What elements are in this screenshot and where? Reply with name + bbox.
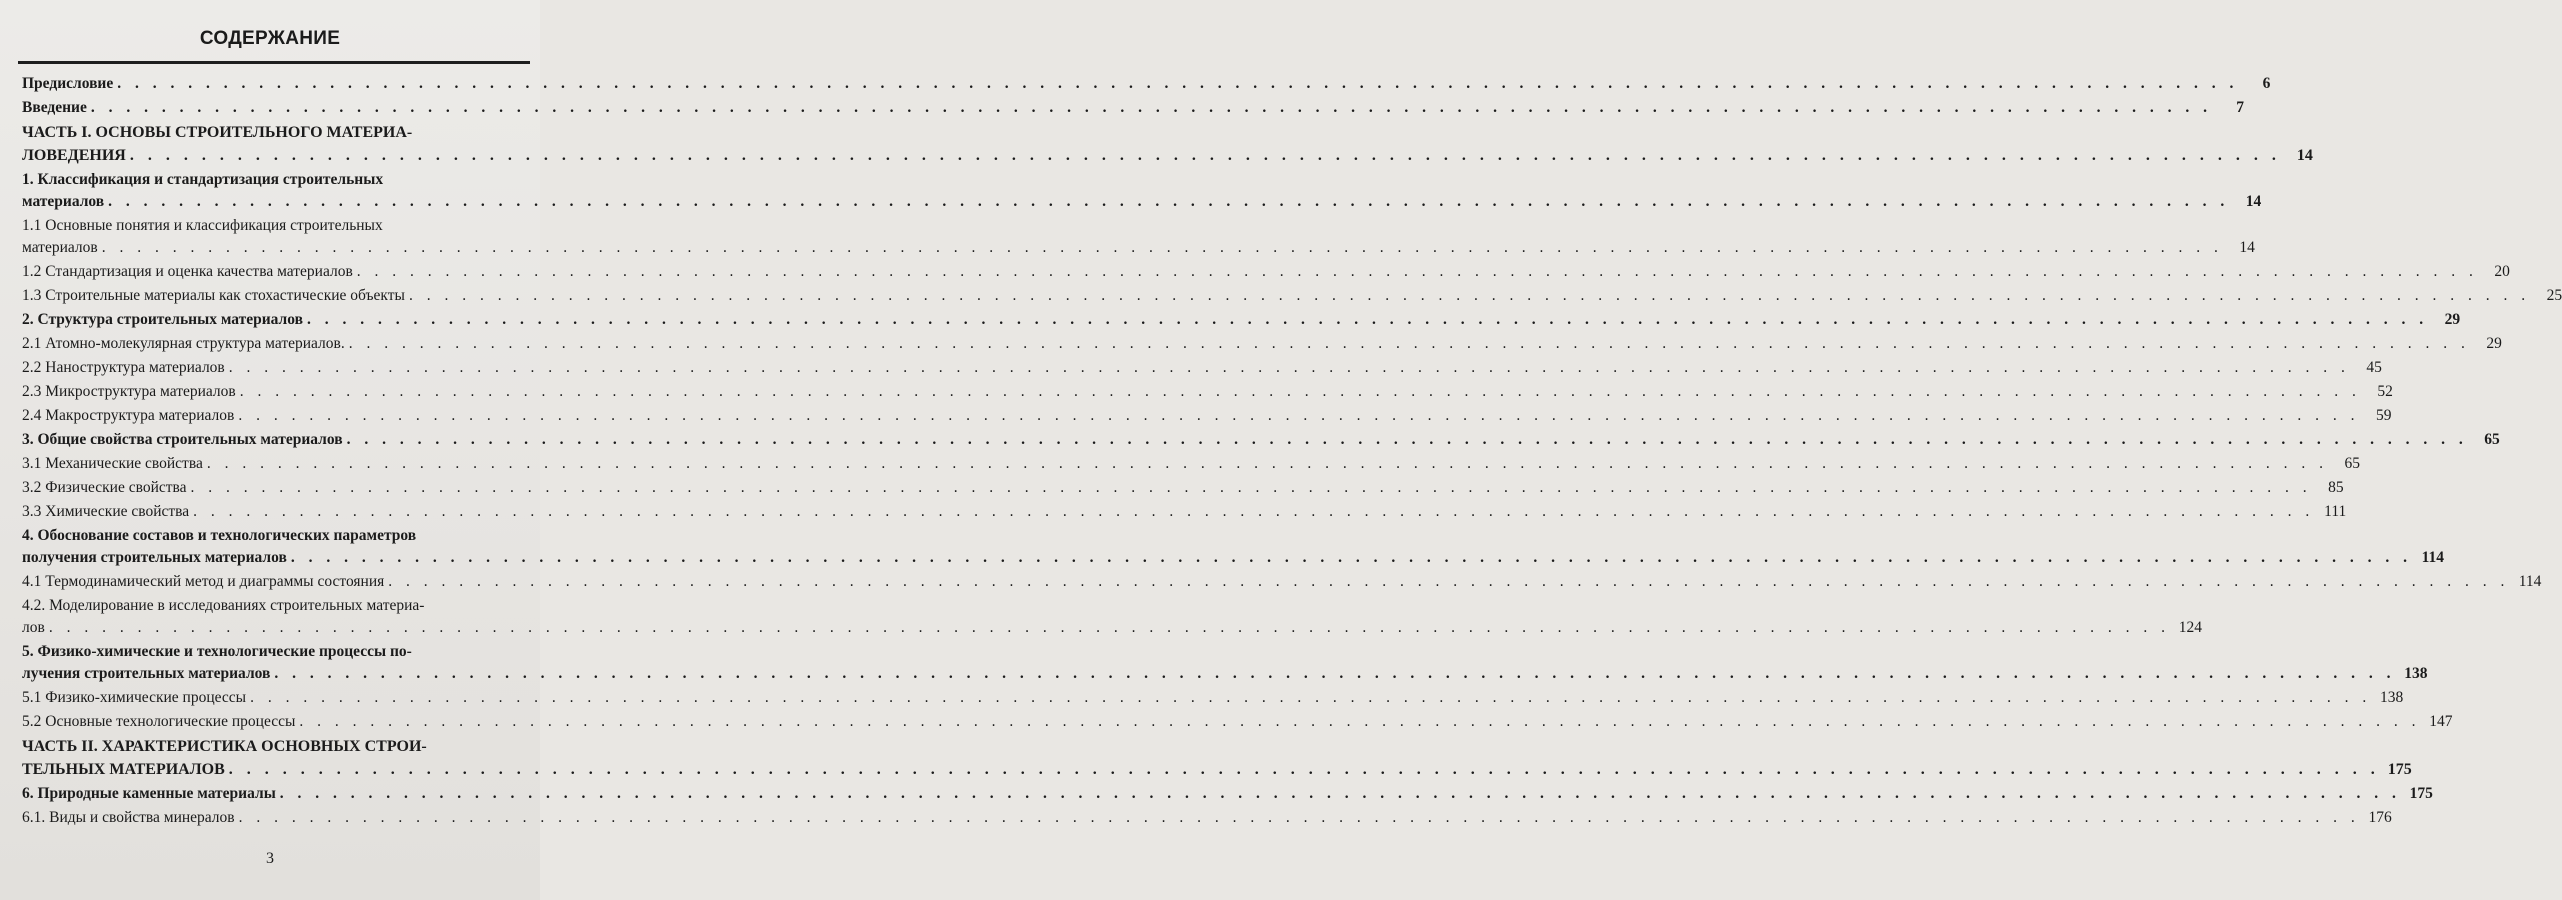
toc-entry [22,453,2360,475]
toc-page-number: 45 [2366,359,2382,376]
toc-entry-title: лучения строительных материалов [22,665,271,682]
page-footer [0,850,540,868]
toc-entry-title: Введение [22,99,87,116]
toc-entry-title-line: ЧАСТЬ I. ОСНОВЫ СТРОИТЕЛЬНОГО МАТЕРИА- [22,124,413,141]
toc-page-number: 176 [2368,809,2392,826]
toc-entry [22,783,2433,805]
toc-entry [22,121,2313,167]
toc-page-number: 14 [2296,147,2313,164]
toc-page-number: 65 [2344,455,2360,472]
toc-entry [22,285,2562,307]
toc-page-number: 85 [2328,479,2344,496]
toc-page-number: 6 [2262,75,2271,92]
toc-entry [22,169,2262,213]
toc-entry [22,595,2202,639]
toc-entry [22,501,2347,523]
page-header [0,28,540,50]
toc-page-number: 7 [2236,99,2244,116]
toc-entry-title: 1.3 Строительные материалы как стохастические объекты [22,287,405,304]
toc-page-number: 138 [2379,689,2404,706]
toc-entry [22,687,2404,709]
toc-page-number: 14 [2245,193,2262,210]
toc-page-number: 29 [2444,311,2461,328]
toc-entry-title: 2.4 Макроструктура материалов [22,407,235,424]
dot-leader: . . . . . . . . . . . . . . . . . . . . . . . . . . . . . . . . . . . . . . . . . . . . . . . . . . . . . . . . . . . . . . . . . . . . . . . . . . . . . . . . . . . . . . . . . . . . . . . . . . . . . . . . . . . . . . . . . . . . . . . . [250,689,2372,706]
toc-entry-title: ТЕЛЬНЫХ МАТЕРИАЛОВ [22,761,225,778]
dot-leader: . . . . . . . . . . . . . . . . . . . . . . . . . . . . . . . . . . . . . . . . . . . . . . . . . . . . . . . . . . . . . . . . . . . . . . . . . . . . . . . . . . . . . . . . . . . . . . . . . . . . . . . . . . . . . . . . . . . . . . . . [346,431,2468,448]
toc-entry-title: материалов [22,239,98,256]
toc-entry-title-line: ЧАСТЬ II. ХАРАКТЕРИСТИКА ОСНОВНЫХ СТРОИ- [22,738,427,755]
dot-leader: . . . . . . . . . . . . . . . . . . . . . . . . . . . . . . . . . . . . . . . . . . . . . . . . . . . . . . . . . . . . . . . . . . . . . . . . . . . . . . . . . . . . . . . . . . . . . . . . . . . . . . . . . . . . . . . . . . . . . . . . [274,665,2396,682]
dot-leader: . . . . . . . . . . . . . . . . . . . . . . . . . . . . . . . . . . . . . . . . . . . . . . . . . . . . . . . . . . . . . . . . . . . . . . . . . . . . . . . . . . . . . . . . . . . . . . . . . . . . . . . . . . . . . . . . . . . . . . . . [238,809,2360,826]
toc-entry [22,405,2392,427]
toc-entry [22,73,2271,95]
toc-entry-title: 5.2 Основные технологические процессы [22,713,296,730]
toc-entry-title: 3.2 Физические свойства [22,479,187,496]
toc-page-number: 124 [2178,619,2202,636]
dot-leader: . . . . . . . . . . . . . . . . . . . . . . . . . . . . . . . . . . . . . . . . . . . . . . . . . . . . . . . . . . . . . . . . . . . . . . . . . . . . . . . . . . . . . . . . . . . . . . . . . . . . . . . . . . . . . . . . . . . . . . . . [90,99,2212,116]
toc-page-number: 114 [2421,549,2444,566]
dot-leader: . . . . . . . . . . . . . . . . . . . . . . . . . . . . . . . . . . . . . . . . . . . . . . . . . . . . . . . . . . . . . . . . . . . . . . . . . . . . . . . . . . . . . . . . . . . . . . . . . . . . . . . . . . . . . . . . . . . . . . . . [238,407,2360,424]
toc-entry-title: 1.2 Стандартизация и оценка качества материалов [22,263,353,280]
dot-leader: . . . . . . . . . . . . . . . . . . . . . . . . . . . . . . . . . . . . . . . . . . . . . . . . . . . . . . . . . . . . . . . . . . . . . . . . . . . . . . . . . . . . . . . . . . . . . . . . . . . . . . . . . . . . . . . . . . . . . . . . [190,479,2312,496]
toc-entry-title: 2.2 Наноструктура материалов [22,359,225,376]
toc-page-number: 65 [2484,431,2500,448]
toc-entry-title-line: 4.2. Моделирование в исследованиях строительных материа- [22,597,425,614]
toc-entry-title: 5.1 Физико-химические процессы [22,689,247,706]
toc-entry-title: 4.1 Термодинамический метод и диаграммы состояния [22,573,385,590]
toc-entry [22,477,2344,499]
page-title: СОДЕРЖАНИЕ [199,28,341,49]
dot-leader: . . . . . . . . . . . . . . . . . . . . . . . . . . . . . . . . . . . . . . . . . . . . . . . . . . . . . . . . . . . . . . . . . . . . . . . . . . . . . . . . . . . . . . . . . . . . . . . . . . . . . . . . . . . . . . . . . . . . . . . . [279,785,2401,802]
toc-page-number: 175 [2409,785,2433,802]
toc-entry-title: 3.1 Механические свойства [22,455,203,472]
dot-leader: . . . . . . . . . . . . . . . . . . . . . . . . . . . . . . . . . . . . . . . . . . . . . . . . . . . . . . . . . . . . . . . . . . . . . . . . . . . . . . . . . . . . . . . . . . . . . . . . . . . . . . . . . . . . . . . . . . . . . . . . [228,761,2380,778]
toc-page-number: 175 [2387,761,2412,778]
toc-entry-title-line: 4. Обоснование составов и технологических параметров [22,527,417,544]
toc-entry [22,525,2444,569]
toc-page-number: 114 [2518,573,2542,590]
toc-page-number: 52 [2377,383,2393,400]
toc-entry-title: 3.3 Химические свойства [22,503,190,520]
dot-leader: . . . . . . . . . . . . . . . . . . . . . . . . . . . . . . . . . . . . . . . . . . . . . . . . . . . . . . . . . . . . . . . . . . . . . . . . . . . . . . . . . . . . . . . . . . . . . . . . . . . . . . . . . . . . . . . . . . . . . . . . [408,287,2531,304]
dot-leader: . . . . . . . . . . . . . . . . . . . . . . . . . . . . . . . . . . . . . . . . . . . . . . . . . . . . . . . . . . . . . . . . . . . . . . . . . . . . . . . . . . . . . . . . . . . . . . . . . . . . . . . . . . . . . . . . . . . . . . . . [129,147,2281,164]
toc-page-number: 147 [2429,713,2453,730]
dot-leader: . . . . . . . . . . . . . . . . . . . . . . . . . . . . . . . . . . . . . . . . . . . . . . . . . . . . . . . . . . . . . . . . . . . . . . . . . . . . . . . . . . . . . . . . . . . . . . . . . . . . . . . . . . . . . . . . . . . . . . . . [228,359,2350,376]
toc-entry-title: 2.1 Атомно-молекулярная структура материалов. [22,335,345,352]
toc-entry [22,807,2392,829]
toc-page-number: 14 [2239,239,2255,256]
toc-entry [22,571,2542,593]
title-rule [18,61,530,64]
dot-leader: . . . . . . . . . . . . . . . . . . . . . . . . . . . . . . . . . . . . . . . . . . . . . . . . . . . . . . . . . . . . . . . . . . . . . . . . . . . . . . . . . . . . . . . . . . . . . . . . . . . . . . . . . . . . . . . . . . . . . . . . [239,383,2361,400]
toc-entry-title: 6.1. Виды и свойства минералов [22,809,235,826]
table-of-contents [22,73,2562,831]
toc-entry [22,735,2412,781]
dot-leader: . . . . . . . . . . . . . . . . . . . . . . . . . . . . . . . . . . . . . . . . . . . . . . . . . . . . . . . . . . . . . . . . . . . . . . . . . . . . . . . . . . . . . . . . . . . . . . . . . . . . . . . . . . . . . . . . . . . . . . . . [348,335,2470,352]
toc-entry-title: 6. Природные каменные материалы [22,785,276,802]
toc-entry [22,641,2428,685]
dot-leader: . . . . . . . . . . . . . . . . . . . . . . . . . . . . . . . . . . . . . . . . . . . . . . . . . . . . . . . . . . . . . . . . . . . . . . . . . . . . . . . . . . . . . . . . . . . . . . . . . . . . . . . . . . . . . . . . . . . . . . . . [306,311,2429,328]
toc-page-number: 20 [2494,263,2510,280]
toc-entry-title-line: 1.1 Основные понятия и классификация строительных [22,217,383,234]
toc-entry [22,381,2393,403]
toc-entry-title: ЛОВЕДЕНИЯ [22,147,126,164]
toc-page-number: 25 [2546,287,2562,304]
page-number: 3 [266,850,274,867]
dot-leader: . . . . . . . . . . . . . . . . . . . . . . . . . . . . . . . . . . . . . . . . . . . . . . . . . . . . . . . . . . . . . . . . . . . . . . . . . . . . . . . . . . . . . . . . . . . . . . . . . . . . . . . . . . . . . . . . . . . . . . . . [48,619,2170,636]
toc-entry-title: 2. Структура строительных материалов [22,311,303,328]
toc-page-number: 59 [2375,407,2392,424]
toc-page-number: 29 [2486,335,2502,352]
toc-entry-title: Предисловие [22,75,114,92]
dot-leader: . . . . . . . . . . . . . . . . . . . . . . . . . . . . . . . . . . . . . . . . . . . . . . . . . . . . . . . . . . . . . . . . . . . . . . . . . . . . . . . . . . . . . . . . . . . . . . . . . . . . . . . . . . . . . . . . . . . . . . . . [101,239,2223,256]
toc-entry [22,711,2453,733]
toc-entry [22,215,2255,259]
toc-entry [22,357,2382,379]
toc-entry-title: 3. Общие свойства строительных материалов [22,431,343,448]
toc-entry [22,97,2244,119]
toc-entry-title: 2.3 Микроструктура материалов [22,383,236,400]
toc-entry [22,309,2461,331]
toc-entry-title-line: 1. Классификация и стандартизация строительных [22,171,384,188]
toc-entry-title-line: 5. Физико-химические и технологические процессы по- [22,643,412,660]
dot-leader: . . . . . . . . . . . . . . . . . . . . . . . . . . . . . . . . . . . . . . . . . . . . . . . . . . . . . . . . . . . . . . . . . . . . . . . . . . . . . . . . . . . . . . . . . . . . . . . . . . . . . . . . . . . . . . . . . . . . . . . . [206,455,2328,472]
toc-page-number: 138 [2404,665,2428,682]
dot-leader: . . . . . . . . . . . . . . . . . . . . . . . . . . . . . . . . . . . . . . . . . . . . . . . . . . . . . . . . . . . . . . . . . . . . . . . . . . . . . . . . . . . . . . . . . . . . . . . . . . . . . . . . . . . . . . . . . . . . . . . . [193,503,2315,520]
toc-entry [22,429,2500,451]
dot-leader: . . . . . . . . . . . . . . . . . . . . . . . . . . . . . . . . . . . . . . . . . . . . . . . . . . . . . . . . . . . . . . . . . . . . . . . . . . . . . . . . . . . . . . . . . . . . . . . . . . . . . . . . . . . . . . . . . . . . . . . . [108,193,2230,210]
dot-leader: . . . . . . . . . . . . . . . . . . . . . . . . . . . . . . . . . . . . . . . . . . . . . . . . . . . . . . . . . . . . . . . . . . . . . . . . . . . . . . . . . . . . . . . . . . . . . . . . . . . . . . . . . . . . . . . . . . . . . . . . [388,573,2510,590]
toc-page-number: 111 [2324,503,2347,520]
dot-leader: . . . . . . . . . . . . . . . . . . . . . . . . . . . . . . . . . . . . . . . . . . . . . . . . . . . . . . . . . . . . . . . . . . . . . . . . . . . . . . . . . . . . . . . . . . . . . . . . . . . . . . . . . . . . . . . . . . . . . . . . [117,75,2239,92]
dot-leader: . . . . . . . . . . . . . . . . . . . . . . . . . . . . . . . . . . . . . . . . . . . . . . . . . . . . . . . . . . . . . . . . . . . . . . . . . . . . . . . . . . . . . . . . . . . . . . . . . . . . . . . . . . . . . . . . . . . . . . . . [290,549,2412,566]
toc-entry [22,261,2510,283]
toc-entry-title: получения строительных материалов [22,549,287,566]
toc-entry-title: лов [22,619,45,636]
dot-leader: . . . . . . . . . . . . . . . . . . . . . . . . . . . . . . . . . . . . . . . . . . . . . . . . . . . . . . . . . . . . . . . . . . . . . . . . . . . . . . . . . . . . . . . . . . . . . . . . . . . . . . . . . . . . . . . . . . . . . . . . [356,263,2478,280]
toc-entry-title: материалов [22,193,105,210]
toc-entry [22,333,2502,355]
dot-leader: . . . . . . . . . . . . . . . . . . . . . . . . . . . . . . . . . . . . . . . . . . . . . . . . . . . . . . . . . . . . . . . . . . . . . . . . . . . . . . . . . . . . . . . . . . . . . . . . . . . . . . . . . . . . . . . . . . . . . . . . [299,713,2421,730]
